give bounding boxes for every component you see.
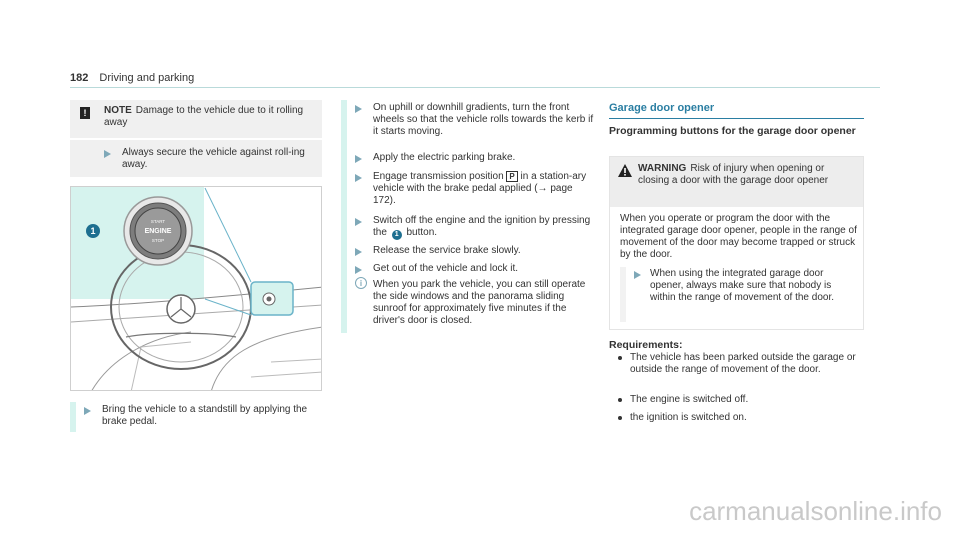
watermark: carmanualsonline.info: [689, 496, 942, 526]
callout-1: 1: [86, 224, 100, 238]
step-switch-off: [373, 215, 595, 240]
note-separator: [70, 138, 322, 140]
note-header: [70, 100, 322, 138]
note-title: Damage to the vehicle due to it rolling away: [104, 105, 304, 128]
step-arrow-icon: [355, 248, 362, 256]
step-switch-off-lead: Switch off the engine and the ignition by pressing the: [373, 215, 591, 238]
step-parking-brake: Apply the electric parking brake.: [373, 152, 516, 163]
note-step: Always secure the vehicle against roll-ing away.: [122, 147, 305, 170]
chapter-title: Driving and parking: [99, 72, 195, 84]
step-arrow-icon: [104, 150, 111, 158]
middle-highlight-bar: [341, 100, 347, 333]
warning-box: [609, 156, 864, 330]
warning-step: When using the integrated garage door opener, always make sure that nobody is within the range of movement of the door.: [650, 268, 834, 303]
requirement-item: The engine is switched off.: [630, 394, 860, 406]
step-front-wheels: On uphill or downhill gradients, turn the front wheels so that the vehicle rolls towards the kerb if it starts moving.: [373, 102, 594, 137]
section-title: Garage door opener: [609, 102, 715, 114]
section-rule: [609, 118, 864, 119]
button-text-stop: STOP: [151, 238, 165, 243]
left-step-text: Bring the vehicle to a standstill by applying the brake pedal.: [102, 404, 308, 427]
step-arrow-icon: [355, 155, 362, 163]
step-release-brake: Release the service brake slowly.: [373, 245, 521, 256]
header-rule: [70, 87, 880, 88]
warning-text: [638, 163, 858, 187]
dashboard-illustration: [70, 186, 322, 391]
warning-triangle-icon: [618, 164, 632, 177]
button-text-start: START: [150, 219, 166, 224]
step-arrow-icon: [355, 174, 362, 182]
button-text-engine: ENGINE: [144, 228, 172, 235]
step-transmission: [373, 171, 595, 207]
requirements-title: Requirements:: [609, 339, 683, 351]
page-number: 182: [70, 72, 89, 84]
note-text: [104, 105, 314, 129]
step-highlight-bar: [70, 402, 76, 432]
requirement-item: The vehicle has been parked outside the garage or outside the range of movement of the door.: [630, 352, 860, 376]
warning-label: WARNING: [638, 163, 687, 174]
page-reference-link[interactable]: (→ page 172).: [373, 183, 573, 206]
step-arrow-icon: [355, 218, 362, 226]
step-transmission-lead: Engage transmission position: [373, 171, 504, 182]
step-get-out: Get out of the vehicle and lock it.: [373, 263, 519, 274]
warning-body: When you operate or program the door with the integrated garage door opener, people in the range of movement of the door may become trapped or struck by the door.: [620, 213, 857, 260]
subsection-title: Programming buttons for the garage door opener: [609, 125, 856, 137]
step-arrow-icon: [355, 105, 362, 113]
warning-title: Risk of injury when opening or closing a door with the garage door opener: [638, 163, 829, 186]
callout-1-inline: 1: [392, 230, 402, 240]
step-switch-off-rest: button.: [406, 227, 438, 238]
warning-header: [610, 157, 863, 207]
note-label: NOTE: [104, 105, 132, 116]
info-icon: i: [355, 277, 367, 289]
step-arrow-icon: [634, 271, 641, 279]
step-arrow-icon: [84, 407, 91, 415]
step-arrow-icon: [355, 266, 362, 274]
gear-p-icon: P: [506, 171, 517, 182]
page-header: [70, 72, 194, 84]
info-text: When you park the vehicle, you can still operate the side windows and the panorama sliding sunroof for approximately five minutes if the driver's door is closed.: [373, 279, 586, 326]
requirement-item: the ignition is switched on.: [630, 412, 860, 424]
warning-step-bar: [620, 267, 626, 322]
dashboard-drawing: [71, 187, 322, 391]
exclamation-icon: !: [80, 107, 90, 119]
note-box: [70, 100, 322, 177]
step-transmission-rest: in a station-ary vehicle with the brake pedal applied: [373, 171, 587, 194]
